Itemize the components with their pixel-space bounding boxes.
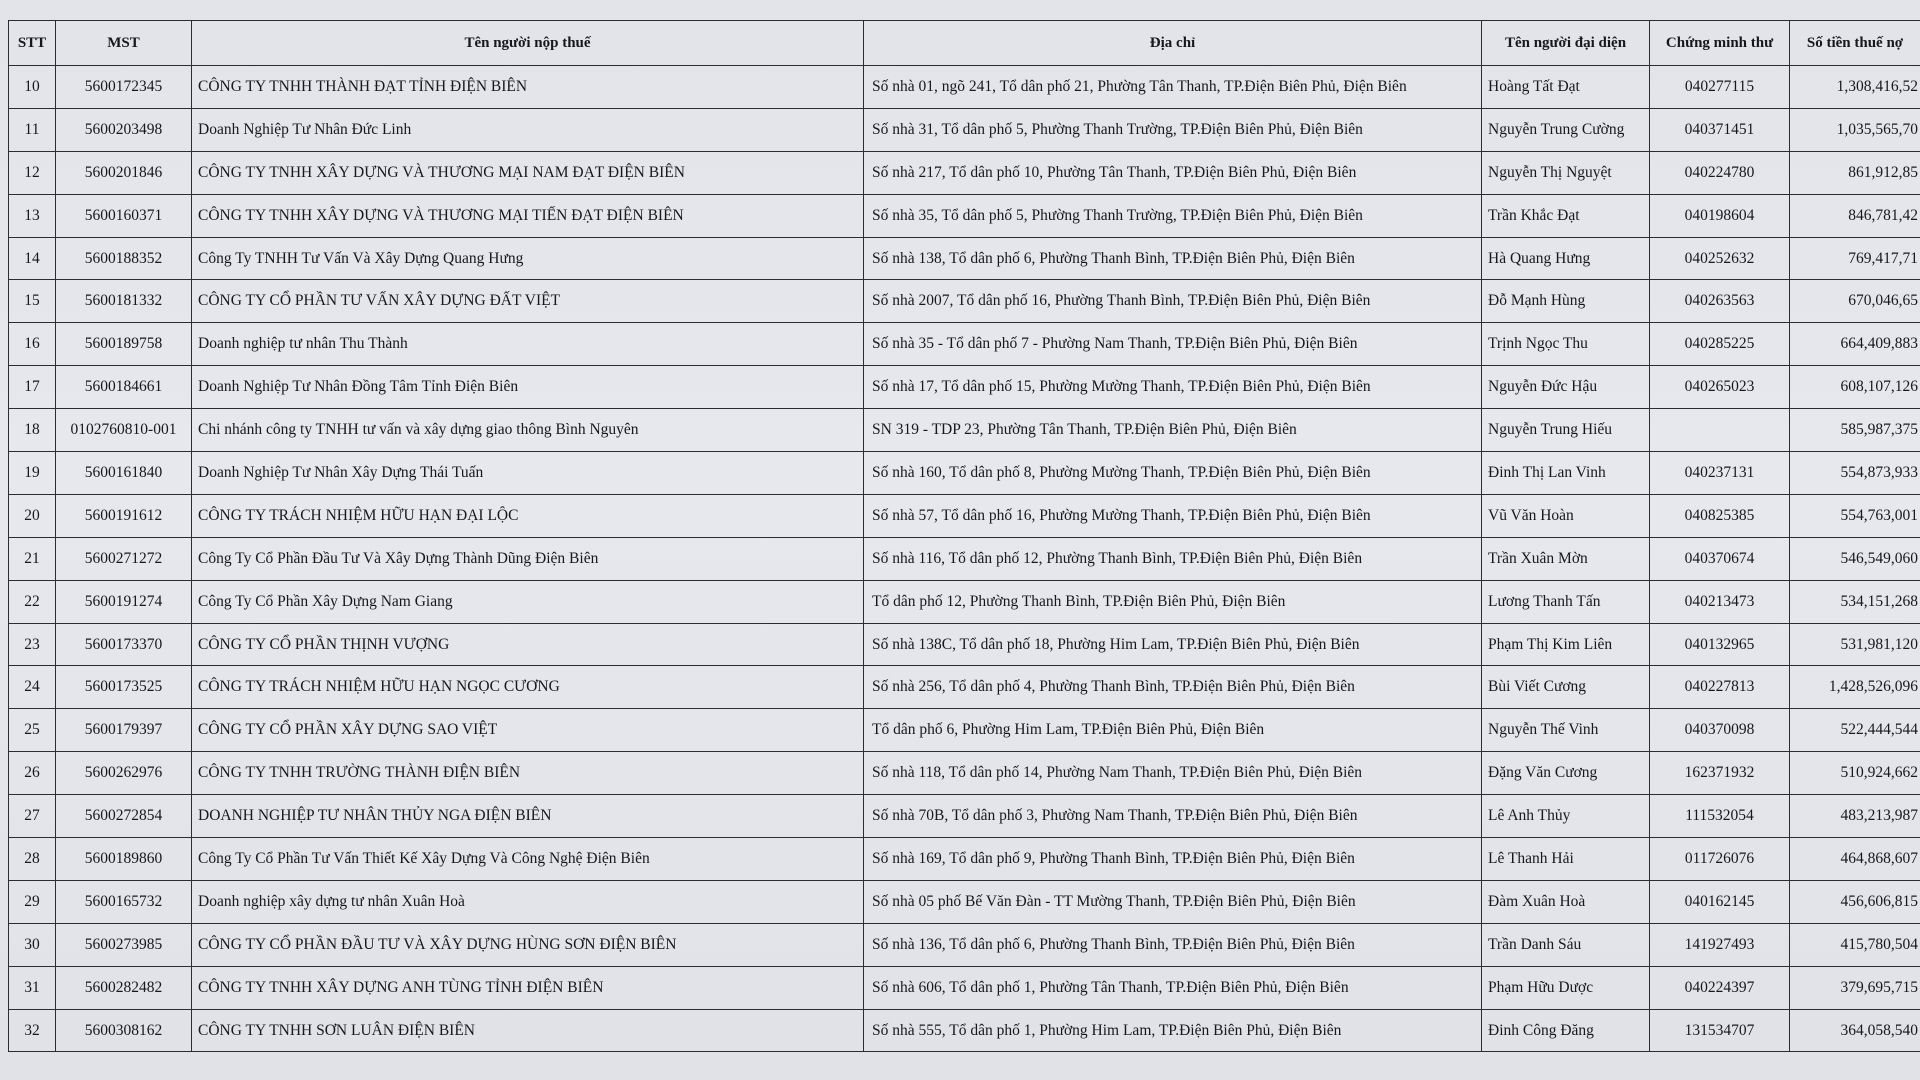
table-row (9, 666, 1920, 709)
row-stt: 26 (9, 752, 56, 795)
row-stt: 16 (9, 323, 56, 366)
row-mst: 5600271272 (56, 537, 192, 580)
row-representative: Lê Anh Thủy (1482, 795, 1650, 838)
row-id-card: 040213473 (1650, 580, 1790, 623)
row-taxpayer-name: CÔNG TY TNHH TRƯỜNG THÀNH ĐIỆN BIÊN (192, 752, 864, 795)
row-mst: 5600161840 (56, 452, 192, 495)
row-taxpayer-name: CÔNG TY TNHH XÂY DỰNG VÀ THƯƠNG MẠI NAM ĐẠT ĐIỆN BIÊN (192, 151, 864, 194)
row-tax-debt: 464,868,607 (1790, 838, 1920, 881)
row-mst: 5600191612 (56, 494, 192, 537)
row-address: Số nhà 01, ngõ 241, Tổ dân phố 21, Phường Tân Thanh, TP.Điện Biên Phủ, Điện Biên (864, 66, 1482, 109)
row-taxpayer-name: CÔNG TY TRÁCH NHIỆM HỮU HẠN NGỌC CƯƠNG (192, 666, 864, 709)
row-tax-debt: 585,987,375 (1790, 409, 1920, 452)
row-tax-debt: 522,444,544 (1790, 709, 1920, 752)
row-mst: 5600173370 (56, 623, 192, 666)
header-stt: STT (9, 21, 56, 66)
row-representative: Bùi Viết Cương (1482, 666, 1650, 709)
row-stt: 14 (9, 237, 56, 280)
header-mst: MST (56, 21, 192, 66)
row-mst: 5600189758 (56, 323, 192, 366)
table-row (9, 623, 1920, 666)
row-id-card: 040227813 (1650, 666, 1790, 709)
row-address: Số nhà 118, Tổ dân phố 14, Phường Nam Thanh, TP.Điện Biên Phủ, Điện Biên (864, 752, 1482, 795)
row-id-card: 040224780 (1650, 151, 1790, 194)
row-id-card: 040252632 (1650, 237, 1790, 280)
row-tax-debt: 861,912,85 (1790, 151, 1920, 194)
row-representative: Trần Khắc Đạt (1482, 194, 1650, 237)
row-taxpayer-name: Công Ty TNHH Tư Vấn Và Xây Dựng Quang Hưng (192, 237, 864, 280)
row-representative: Đinh Thị Lan Vinh (1482, 452, 1650, 495)
row-taxpayer-name: DOANH NGHIỆP TƯ NHÂN THỦY NGA ĐIỆN BIÊN (192, 795, 864, 838)
table-row (9, 409, 1920, 452)
row-address: Tổ dân phố 6, Phường Him Lam, TP.Điện Biên Phủ, Điện Biên (864, 709, 1482, 752)
row-address: Số nhà 17, Tổ dân phố 15, Phường Mường Thanh, TP.Điện Biên Phủ, Điện Biên (864, 366, 1482, 409)
row-mst: 5600179397 (56, 709, 192, 752)
row-representative: Hoàng Tất Đạt (1482, 66, 1650, 109)
table-row (9, 280, 1920, 323)
row-stt: 31 (9, 966, 56, 1009)
row-stt: 19 (9, 452, 56, 495)
table-row (9, 151, 1920, 194)
row-mst: 5600201846 (56, 151, 192, 194)
header-id-card: Chứng minh thư (1650, 21, 1790, 66)
row-stt: 32 (9, 1009, 56, 1052)
row-representative: Lương Thanh Tấn (1482, 580, 1650, 623)
row-address: Số nhà 555, Tổ dân phố 1, Phường Him Lam, TP.Điện Biên Phủ, Điện Biên (864, 1009, 1482, 1052)
row-representative: Đặng Văn Cương (1482, 752, 1650, 795)
row-mst: 5600191274 (56, 580, 192, 623)
row-id-card: 040370674 (1650, 537, 1790, 580)
table-row (9, 66, 1920, 109)
row-stt: 20 (9, 494, 56, 537)
row-address: Số nhà 606, Tổ dân phố 1, Phường Tân Thanh, TP.Điện Biên Phủ, Điện Biên (864, 966, 1482, 1009)
row-taxpayer-name: CÔNG TY TNHH XÂY DỰNG ANH TÙNG TỈNH ĐIỆN BIÊN (192, 966, 864, 1009)
row-representative: Đàm Xuân Hoà (1482, 880, 1650, 923)
header-address: Địa chỉ (864, 21, 1482, 66)
row-representative: Nguyễn Đức Hậu (1482, 366, 1650, 409)
table-row (9, 452, 1920, 495)
row-mst: 5600282482 (56, 966, 192, 1009)
table-row (9, 752, 1920, 795)
row-representative: Đỗ Mạnh Hùng (1482, 280, 1650, 323)
row-mst: 5600172345 (56, 66, 192, 109)
row-taxpayer-name: CÔNG TY TRÁCH NHIỆM HỮU HẠN ĐẠI LỘC (192, 494, 864, 537)
row-id-card: 131534707 (1650, 1009, 1790, 1052)
row-representative: Đinh Công Đăng (1482, 1009, 1650, 1052)
row-address: Số nhà 138C, Tổ dân phố 18, Phường Him Lam, TP.Điện Biên Phủ, Điện Biên (864, 623, 1482, 666)
row-taxpayer-name: Doanh Nghiệp Tư Nhân Đồng Tâm Tỉnh Điện Biên (192, 366, 864, 409)
row-stt: 29 (9, 880, 56, 923)
row-address: Số nhà 160, Tổ dân phố 8, Phường Mường Thanh, TP.Điện Biên Phủ, Điện Biên (864, 452, 1482, 495)
row-mst: 5600160371 (56, 194, 192, 237)
row-address: Số nhà 35 - Tổ dân phố 7 - Phường Nam Thanh, TP.Điện Biên Phủ, Điện Biên (864, 323, 1482, 366)
row-representative: Phạm Hữu Dược (1482, 966, 1650, 1009)
table-row (9, 923, 1920, 966)
row-mst: 5600181332 (56, 280, 192, 323)
row-stt: 10 (9, 66, 56, 109)
row-taxpayer-name: CÔNG TY CỔ PHẦN THỊNH VƯỢNG (192, 623, 864, 666)
row-tax-debt: 415,780,504 (1790, 923, 1920, 966)
row-tax-debt: 1,428,526,096 (1790, 666, 1920, 709)
row-tax-debt: 1,035,565,70 (1790, 108, 1920, 151)
row-tax-debt: 554,873,933 (1790, 452, 1920, 495)
row-taxpayer-name: Công Ty Cổ Phần Đầu Tư Và Xây Dựng Thành Dũng Điện Biên (192, 537, 864, 580)
row-stt: 17 (9, 366, 56, 409)
row-stt: 11 (9, 108, 56, 151)
row-address: Số nhà 169, Tổ dân phố 9, Phường Thanh Bình, TP.Điện Biên Phủ, Điện Biên (864, 838, 1482, 881)
row-address: Số nhà 256, Tổ dân phố 4, Phường Thanh Bình, TP.Điện Biên Phủ, Điện Biên (864, 666, 1482, 709)
row-mst: 5600308162 (56, 1009, 192, 1052)
row-taxpayer-name: CÔNG TY CỔ PHẦN TƯ VẤN XÂY DỰNG ĐẤT VIỆT (192, 280, 864, 323)
row-mst: 5600184661 (56, 366, 192, 409)
header-taxpayer-name: Tên người nộp thuế (192, 21, 864, 66)
row-mst: 5600188352 (56, 237, 192, 280)
row-address: Số nhà 116, Tổ dân phố 12, Phường Thanh Bình, TP.Điện Biên Phủ, Điện Biên (864, 537, 1482, 580)
row-tax-debt: 664,409,883 (1790, 323, 1920, 366)
row-taxpayer-name: Doanh Nghiệp Tư Nhân Đức Linh (192, 108, 864, 151)
table-row (9, 494, 1920, 537)
row-address: Tổ dân phố 12, Phường Thanh Bình, TP.Điện Biên Phủ, Điện Biên (864, 580, 1482, 623)
row-address: SN 319 - TDP 23, Phường Tân Thanh, TP.Điện Biên Phủ, Điện Biên (864, 409, 1482, 452)
row-taxpayer-name: Công Ty Cổ Phần Tư Vấn Thiết Kế Xây Dựng Và Công Nghệ Điện Biên (192, 838, 864, 881)
row-representative: Lê Thanh Hải (1482, 838, 1650, 881)
row-tax-debt: 1,308,416,52 (1790, 66, 1920, 109)
row-taxpayer-name: Công Ty Cổ Phần Xây Dựng Nam Giang (192, 580, 864, 623)
row-representative: Trịnh Ngọc Thu (1482, 323, 1650, 366)
row-address: Số nhà 35, Tổ dân phố 5, Phường Thanh Trường, TP.Điện Biên Phủ, Điện Biên (864, 194, 1482, 237)
row-mst: 5600173525 (56, 666, 192, 709)
row-tax-debt: 379,695,715 (1790, 966, 1920, 1009)
row-id-card: 040370098 (1650, 709, 1790, 752)
row-taxpayer-name: Doanh nghiệp tư nhân Thu Thành (192, 323, 864, 366)
table-row (9, 709, 1920, 752)
table-row (9, 880, 1920, 923)
row-representative: Phạm Thị Kim Liên (1482, 623, 1650, 666)
row-representative: Hà Quang Hưng (1482, 237, 1650, 280)
row-address: Số nhà 57, Tổ dân phố 16, Phường Mường Thanh, TP.Điện Biên Phủ, Điện Biên (864, 494, 1482, 537)
row-id-card: 040162145 (1650, 880, 1790, 923)
table-header-row (9, 21, 1920, 66)
row-representative: Nguyễn Trung Hiếu (1482, 409, 1650, 452)
row-taxpayer-name: Doanh Nghiệp Tư Nhân Xây Dựng Thái Tuấn (192, 452, 864, 495)
row-mst: 5600262976 (56, 752, 192, 795)
row-representative: Nguyễn Thế Vinh (1482, 709, 1650, 752)
row-tax-debt: 364,058,540 (1790, 1009, 1920, 1052)
row-stt: 12 (9, 151, 56, 194)
row-tax-debt: 546,549,060 (1790, 537, 1920, 580)
row-tax-debt: 534,151,268 (1790, 580, 1920, 623)
row-mst: 5600273985 (56, 923, 192, 966)
row-id-card: 040263563 (1650, 280, 1790, 323)
row-representative: Nguyễn Thị Nguyệt (1482, 151, 1650, 194)
row-tax-debt: 670,046,65 (1790, 280, 1920, 323)
table-row (9, 966, 1920, 1009)
row-representative: Nguyễn Trung Cường (1482, 108, 1650, 151)
tax-debt-table (8, 20, 1920, 1052)
row-id-card: 011726076 (1650, 838, 1790, 881)
row-taxpayer-name: Doanh nghiệp xây dựng tư nhân Xuân Hoà (192, 880, 864, 923)
row-id-card: 111532054 (1650, 795, 1790, 838)
row-tax-debt: 531,981,120 (1790, 623, 1920, 666)
row-id-card: 040285225 (1650, 323, 1790, 366)
row-mst: 5600165732 (56, 880, 192, 923)
row-stt: 13 (9, 194, 56, 237)
row-stt: 15 (9, 280, 56, 323)
table-row (9, 194, 1920, 237)
row-tax-debt: 769,417,71 (1790, 237, 1920, 280)
table-row (9, 795, 1920, 838)
row-address: Số nhà 217, Tổ dân phố 10, Phường Tân Thanh, TP.Điện Biên Phủ, Điện Biên (864, 151, 1482, 194)
row-id-card: 040132965 (1650, 623, 1790, 666)
row-mst: 5600203498 (56, 108, 192, 151)
row-id-card: 162371932 (1650, 752, 1790, 795)
row-representative: Trần Xuân Mờn (1482, 537, 1650, 580)
table-row (9, 1009, 1920, 1052)
row-stt: 25 (9, 709, 56, 752)
row-taxpayer-name: CÔNG TY TNHH SƠN LUÂN ĐIỆN BIÊN (192, 1009, 864, 1052)
row-address: Số nhà 136, Tổ dân phố 6, Phường Thanh Bình, TP.Điện Biên Phủ, Điện Biên (864, 923, 1482, 966)
row-tax-debt: 608,107,126 (1790, 366, 1920, 409)
row-stt: 28 (9, 838, 56, 881)
row-stt: 21 (9, 537, 56, 580)
row-id-card: 040277115 (1650, 66, 1790, 109)
row-id-card: 040265023 (1650, 366, 1790, 409)
row-stt: 22 (9, 580, 56, 623)
row-taxpayer-name: CÔNG TY TNHH XÂY DỰNG VÀ THƯƠNG MẠI TIẾN ĐẠT ĐIỆN BIÊN (192, 194, 864, 237)
row-mst: 5600189860 (56, 838, 192, 881)
row-tax-debt: 554,763,001 (1790, 494, 1920, 537)
row-tax-debt: 846,781,42 (1790, 194, 1920, 237)
row-tax-debt: 456,606,815 (1790, 880, 1920, 923)
row-stt: 27 (9, 795, 56, 838)
table-row (9, 366, 1920, 409)
table-row (9, 838, 1920, 881)
row-address: Số nhà 2007, Tổ dân phố 16, Phường Thanh Bình, TP.Điện Biên Phủ, Điện Biên (864, 280, 1482, 323)
row-taxpayer-name: Chi nhánh công ty TNHH tư vấn và xây dựng giao thông Bình Nguyên (192, 409, 864, 452)
row-stt: 24 (9, 666, 56, 709)
row-stt: 18 (9, 409, 56, 452)
row-id-card: 040237131 (1650, 452, 1790, 495)
table-row (9, 537, 1920, 580)
table-row (9, 237, 1920, 280)
row-taxpayer-name: CÔNG TY TNHH THÀNH ĐẠT TỈNH ĐIỆN BIÊN (192, 66, 864, 109)
row-representative: Vũ Văn Hoàn (1482, 494, 1650, 537)
row-mst: 5600272854 (56, 795, 192, 838)
row-address: Số nhà 138, Tổ dân phố 6, Phường Thanh Bình, TP.Điện Biên Phủ, Điện Biên (864, 237, 1482, 280)
row-tax-debt: 483,213,987 (1790, 795, 1920, 838)
table-row (9, 580, 1920, 623)
row-id-card: 040371451 (1650, 108, 1790, 151)
row-id-card: 040198604 (1650, 194, 1790, 237)
row-representative: Trần Danh Sáu (1482, 923, 1650, 966)
header-tax-debt: Số tiền thuế nợ (1790, 21, 1920, 66)
row-taxpayer-name: CÔNG TY CỔ PHẦN XÂY DỰNG SAO VIỆT (192, 709, 864, 752)
row-mst: 0102760810-001 (56, 409, 192, 452)
row-id-card: 040224397 (1650, 966, 1790, 1009)
row-address: Số nhà 05 phố Bế Văn Đàn - TT Mường Thanh, TP.Điện Biên Phủ, Điện Biên (864, 880, 1482, 923)
row-address: Số nhà 70B, Tổ dân phố 3, Phường Nam Thanh, TP.Điện Biên Phủ, Điện Biên (864, 795, 1482, 838)
row-stt: 23 (9, 623, 56, 666)
row-id-card: 141927493 (1650, 923, 1790, 966)
header-representative: Tên người đại diện (1482, 21, 1650, 66)
row-id-card: 040825385 (1650, 494, 1790, 537)
row-taxpayer-name: CÔNG TY CỔ PHẦN ĐẦU TƯ VÀ XÂY DỰNG HÙNG SƠN ĐIỆN BIÊN (192, 923, 864, 966)
row-id-card (1650, 409, 1790, 452)
table-row (9, 108, 1920, 151)
row-stt: 30 (9, 923, 56, 966)
table-row (9, 323, 1920, 366)
row-tax-debt: 510,924,662 (1790, 752, 1920, 795)
row-address: Số nhà 31, Tổ dân phố 5, Phường Thanh Trường, TP.Điện Biên Phủ, Điện Biên (864, 108, 1482, 151)
